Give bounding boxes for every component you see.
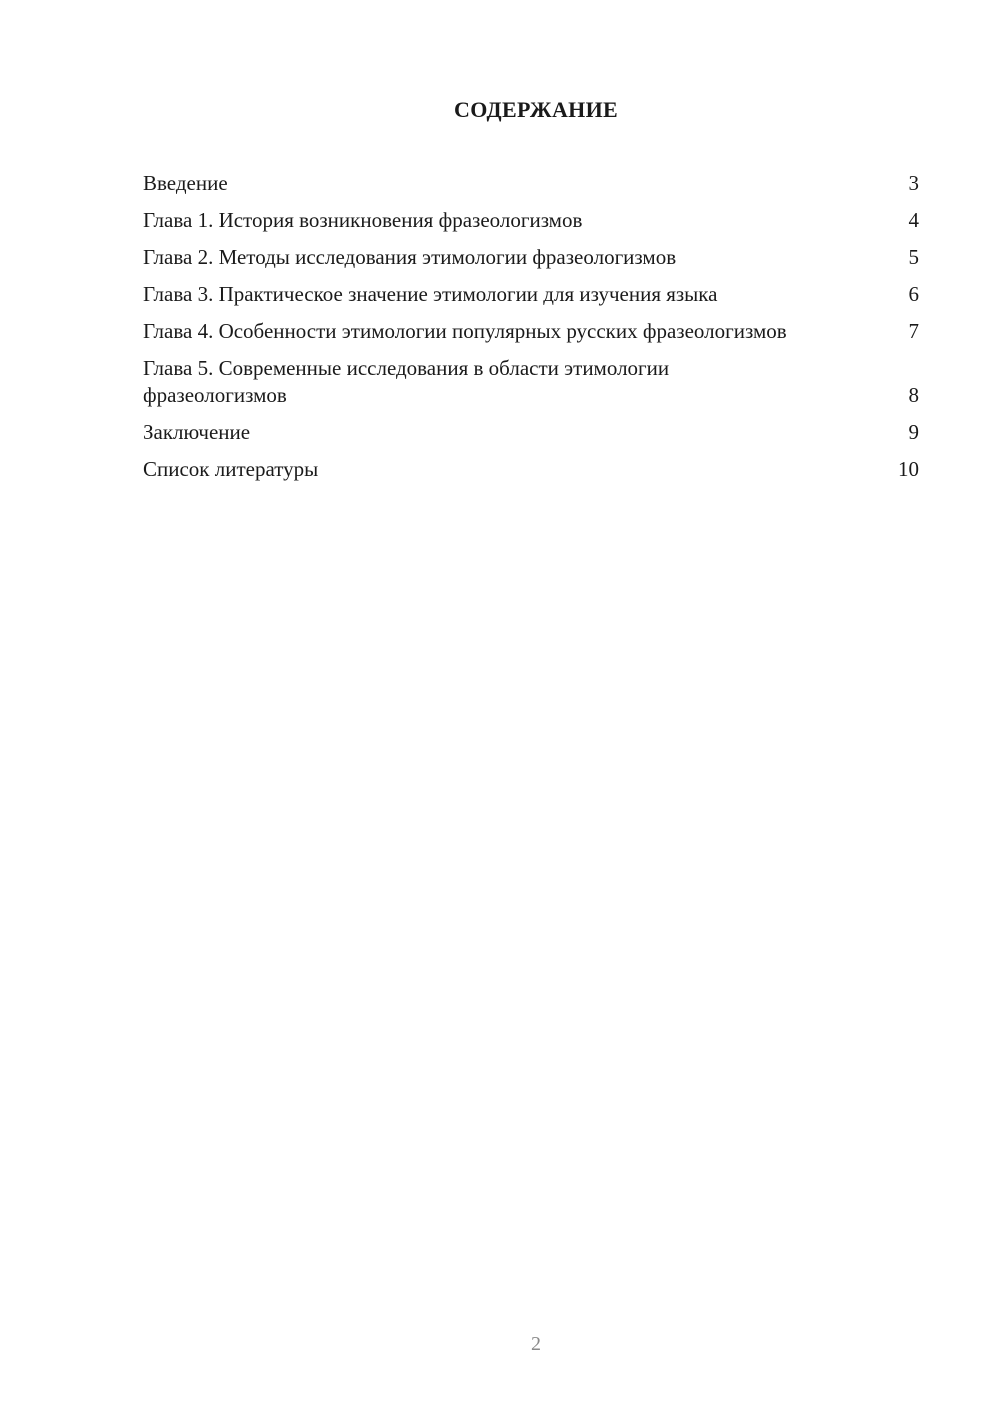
toc-entry-label: Глава 3. Практическое значение этимологии для изучения языка bbox=[143, 282, 718, 306]
toc-entry-chapter-5[interactable] bbox=[143, 355, 919, 409]
toc-entry-page: 3 bbox=[908, 171, 919, 195]
toc-entry-page: 9 bbox=[908, 420, 919, 444]
toc-entry-page: 10 bbox=[898, 457, 919, 481]
toc-entry-label: Список литературы bbox=[143, 457, 319, 481]
toc-entry-introduction[interactable] bbox=[143, 170, 919, 197]
toc-entry-page: 5 bbox=[908, 245, 919, 269]
page-number: 2 bbox=[531, 1333, 541, 1355]
toc-entry-page: 4 bbox=[908, 208, 919, 232]
toc-entry-page: 7 bbox=[908, 319, 919, 343]
toc-entry-label: Заключение bbox=[143, 420, 251, 444]
toc-entry-label: Введение bbox=[143, 171, 228, 195]
toc-entry-label: Глава 1. История возникновения фразеологизмов bbox=[143, 208, 583, 232]
toc-entry-bibliography[interactable] bbox=[143, 456, 919, 483]
toc-entry-chapter-4[interactable] bbox=[143, 318, 919, 345]
toc-entry-page: 8 bbox=[908, 383, 919, 407]
toc-entry-label: Глава 2. Методы исследования этимологии фразеологизмов bbox=[143, 245, 677, 269]
toc-entry-chapter-3[interactable] bbox=[143, 281, 919, 308]
toc-entry-conclusion[interactable] bbox=[143, 419, 919, 446]
toc-entry-page: 6 bbox=[908, 282, 919, 306]
page-title: СОДЕРЖАНИЕ bbox=[454, 97, 618, 122]
toc-entry-chapter-1[interactable] bbox=[143, 207, 919, 234]
toc-entry-label: Глава 4. Особенности этимологии популярных русских фразеологизмов bbox=[143, 319, 787, 343]
table-of-contents bbox=[143, 170, 919, 493]
toc-entry-chapter-2[interactable] bbox=[143, 244, 919, 271]
toc-entry-label: Глава 5. Современные исследования в области этимологии фразеологизмов bbox=[143, 356, 670, 407]
